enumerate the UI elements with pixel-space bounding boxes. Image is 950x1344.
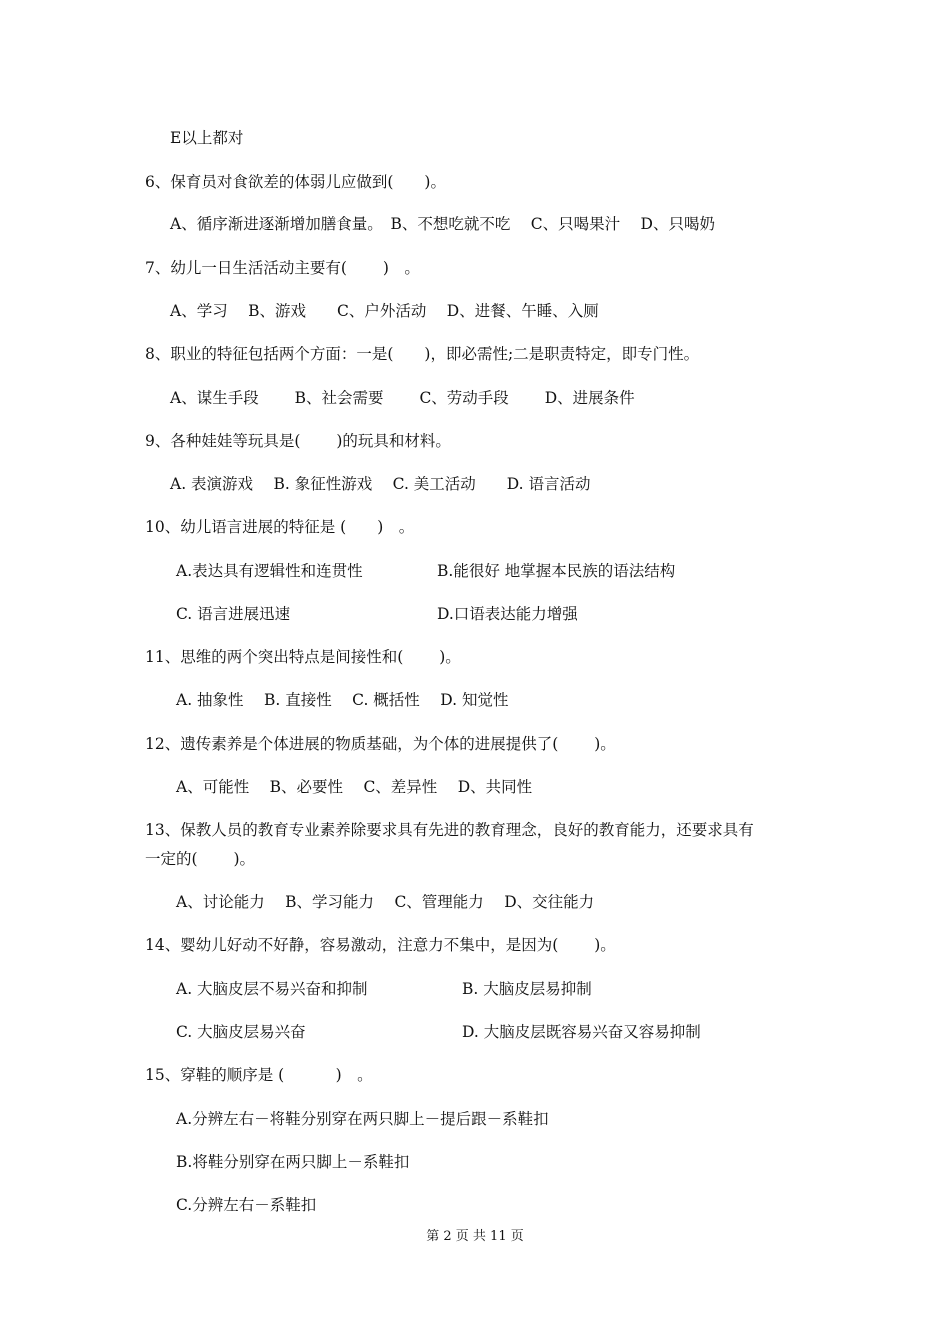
question-7: 7、幼儿一日生活活动主要有( ) 。 [145,259,420,277]
page-footer: 第 2 页 共 11 页 [426,1229,524,1244]
question-10-option-c: C. 语言进展迅速 [176,605,291,623]
question-9-options: A. 表演游戏 B. 象征性游戏 C. 美工活动 D. 语言活动 [170,475,591,493]
question-13-line2: 一定的( )。 [145,850,256,868]
question-15-option-a: A.分辨左右－将鞋分别穿在两只脚上－提后跟－系鞋扣 [176,1110,549,1128]
question-11-options: A. 抽象性 B. 直接性 C. 概括性 D. 知觉性 [176,691,509,709]
question-15-option-b: B.将鞋分别穿在两只脚上－系鞋扣 [176,1153,410,1171]
question-10-option-a: A.表达具有逻辑性和连贯性 [176,562,363,580]
question-10-option-d: D.口语表达能力增强 [437,605,578,623]
question-7-options: A、学习 B、游戏 C、户外活动 D、进餐、午睡、入厕 [170,302,599,320]
question-14-option-b: B. 大脑皮层易抑制 [462,980,592,998]
question-11: 11、思维的两个突出特点是间接性和( )。 [145,648,461,666]
question-6: 6、保育员对食欲差的体弱儿应做到( )。 [145,173,446,191]
question-8: 8、职业的特征包括两个方面：一是( )，即必需性;二是职责特定，即专门性。 [145,345,700,363]
question-9: 9、各种娃娃等玩具是( )的玩具和材料。 [145,432,451,450]
question-14: 14、婴幼儿好动不好静，容易激动，注意力不集中，是因为( )。 [145,936,616,954]
question-14-option-a: A. 大脑皮层不易兴奋和抑制 [176,980,368,998]
question-14-option-c: C. 大脑皮层易兴奋 [176,1023,306,1041]
option-e-prev: E以上都对 [170,129,244,147]
question-10: 10、幼儿语言进展的特征是 ( ) 。 [145,518,415,536]
question-14-option-d: D. 大脑皮层既容易兴奋又容易抑制 [462,1023,701,1041]
question-15-option-c: C.分辨左右－系鞋扣 [176,1196,317,1214]
question-8-options: A、谋生手段 B、社会需要 C、劳动手段 D、进展条件 [170,389,635,407]
question-10-option-b: B.能很好 地掌握本民族的语法结构 [437,562,676,580]
question-6-options: A、循序渐进逐渐增加膳食量。 B、不想吃就不吃 C、只喝果汁 D、只喝奶 [170,215,715,233]
question-13-options: A、讨论能力 B、学习能力 C、管理能力 D、交往能力 [176,893,595,911]
question-13-line1: 13、保教人员的教育专业素养除要求具有先进的教育理念，良好的教育能力，还要求具有 [145,821,754,839]
question-15: 15、穿鞋的顺序是 ( ) 。 [145,1066,373,1084]
question-12: 12、遗传素养是个体进展的物质基础，为个体的进展提供了( )。 [145,735,616,753]
question-12-options: A、可能性 B、必要性 C、差异性 D、共同性 [176,778,533,796]
